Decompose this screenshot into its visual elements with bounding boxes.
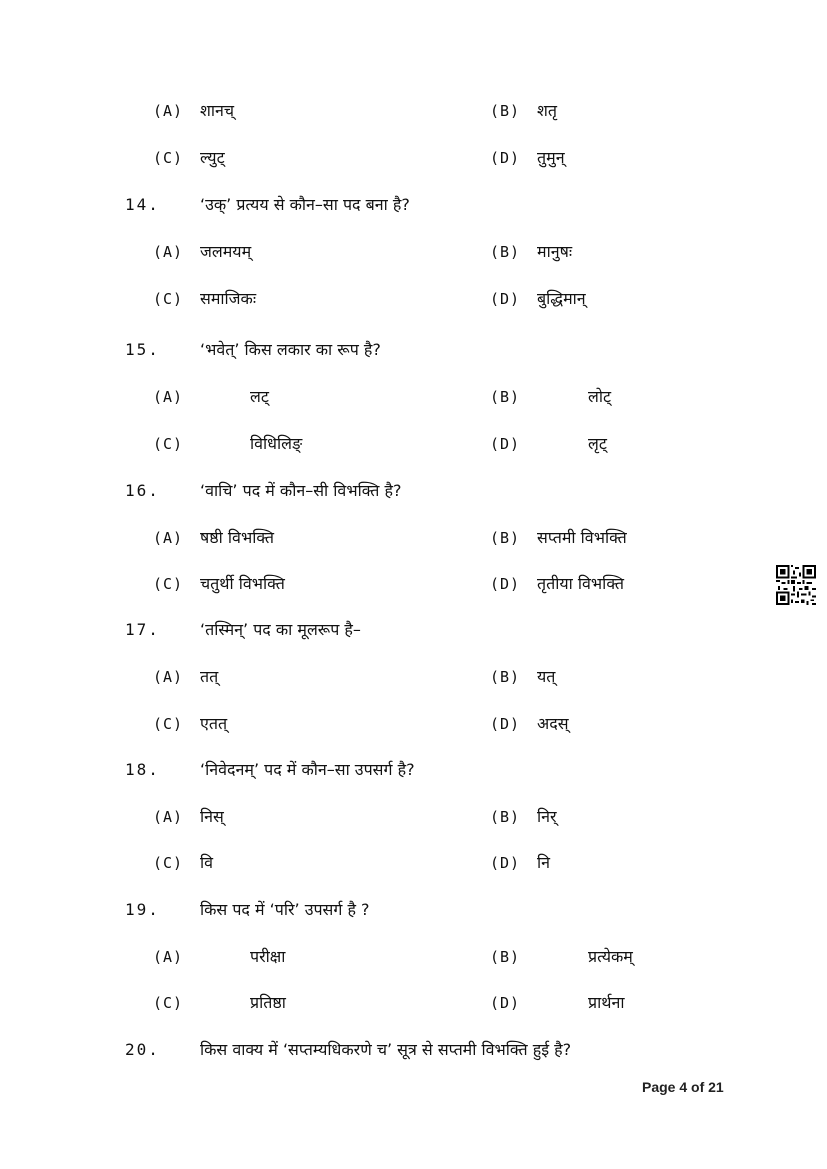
option-text: वि	[200, 853, 214, 872]
option-row	[0, 145, 827, 171]
question-text: ‘तस्मिन्’ पद का मूलरूप है–	[200, 620, 361, 639]
option-label: (B)	[490, 243, 521, 261]
option-text: लट्	[250, 387, 269, 406]
option-text: प्रार्थना	[588, 993, 625, 1012]
option-text: समाजिकः	[200, 289, 257, 308]
question-row	[0, 478, 827, 504]
option-text: परीक्षा	[250, 947, 286, 966]
option-row	[0, 239, 827, 265]
option-row	[0, 286, 827, 312]
option-text: सप्तमी विभक्ति	[537, 528, 627, 547]
option-text: तृतीया विभक्ति	[537, 574, 625, 593]
question-row	[0, 1037, 760, 1063]
option-text: शानच्	[200, 101, 235, 120]
question-text: ‘भवेत्’ किस लकार का रूप है?	[200, 340, 381, 359]
option-row	[0, 384, 827, 410]
option-label: (B)	[490, 808, 521, 826]
option-label: (C)	[153, 575, 184, 593]
option-label: (B)	[490, 529, 521, 547]
question-number: 18.	[125, 760, 160, 779]
question-text: ‘वाचि’ पद में कौन–सी विभक्ति है?	[200, 481, 402, 500]
option-row	[0, 944, 760, 970]
option-label: (A)	[153, 668, 184, 686]
option-row	[0, 990, 760, 1016]
option-label: (B)	[490, 668, 521, 686]
option-label: (C)	[153, 994, 184, 1012]
question-row	[0, 897, 760, 923]
question-row	[0, 337, 827, 363]
question-number: 15.	[125, 340, 160, 359]
option-text: शतृ	[537, 101, 558, 120]
option-label: (B)	[490, 388, 521, 406]
question-number: 19.	[125, 900, 160, 919]
question-number: 14.	[125, 195, 160, 214]
option-text: जलमयम्	[200, 242, 252, 261]
question-number: 17.	[125, 620, 160, 639]
option-text: प्रतिष्ठा	[250, 993, 286, 1012]
option-label: (A)	[153, 102, 184, 120]
qr-code-icon	[776, 565, 816, 605]
option-label: (D)	[490, 149, 521, 167]
question-text: किस वाक्य में ‘सप्तम्यधिकरणे च’ सूत्र से सप्तमी विभक्ति हुई है?	[200, 1040, 572, 1059]
option-label: (C)	[153, 435, 184, 453]
option-row	[0, 525, 827, 551]
option-text: लृट्	[588, 434, 607, 453]
option-label: (C)	[153, 290, 184, 308]
option-label: (C)	[153, 715, 184, 733]
question-number: 20.	[125, 1040, 160, 1059]
option-text: चतुर्थी विभक्ति	[200, 574, 285, 593]
option-row	[0, 850, 760, 876]
option-label: (A)	[153, 529, 184, 547]
option-text: यत्	[537, 667, 556, 686]
option-label: (D)	[490, 575, 521, 593]
option-row	[0, 711, 760, 737]
option-row	[0, 804, 760, 830]
option-text: एतत्	[200, 714, 228, 733]
option-label: (A)	[153, 808, 184, 826]
page-number: Page 4 of 21	[642, 1079, 724, 1095]
option-label: (B)	[490, 102, 521, 120]
option-text: निस्	[200, 807, 224, 826]
option-row	[0, 98, 827, 124]
question-number: 16.	[125, 481, 160, 500]
option-label: (B)	[490, 948, 521, 966]
question-row	[0, 757, 760, 783]
question-row	[0, 192, 827, 218]
option-text: ल्युट्	[200, 148, 225, 167]
question-text: ‘निवेदनम्’ पद में कौन–सा उपसर्ग है?	[200, 760, 415, 779]
option-text: नि	[537, 853, 551, 872]
option-label: (D)	[490, 435, 521, 453]
option-row	[0, 571, 827, 597]
option-label: (D)	[490, 854, 521, 872]
option-text: विधिलिङ्	[250, 434, 303, 453]
option-label: (D)	[490, 290, 521, 308]
question-row	[0, 617, 760, 643]
question-text: किस पद में ‘परि’ उपसर्ग है ?	[200, 900, 370, 919]
option-text: तुमुन्	[537, 148, 565, 167]
option-label: (A)	[153, 243, 184, 261]
question-text: ‘उक्’ प्रत्यय से कौन–सा पद बना है?	[200, 195, 410, 214]
option-text: बुद्धिमान्	[537, 289, 586, 308]
option-text: षष्ठी विभक्ति	[200, 528, 275, 547]
option-label: (D)	[490, 715, 521, 733]
option-label: (A)	[153, 948, 184, 966]
option-label: (C)	[153, 149, 184, 167]
option-label: (D)	[490, 994, 521, 1012]
option-row	[0, 431, 827, 457]
option-label: (C)	[153, 854, 184, 872]
option-row	[0, 664, 760, 690]
option-text: तत्	[200, 667, 219, 686]
option-text: मानुषः	[537, 242, 573, 261]
option-text: अदस्	[537, 714, 569, 733]
option-label: (A)	[153, 388, 184, 406]
option-text: प्रत्येकम्	[588, 947, 633, 966]
option-text: निर्	[537, 807, 557, 826]
option-text: लोट्	[588, 387, 612, 406]
